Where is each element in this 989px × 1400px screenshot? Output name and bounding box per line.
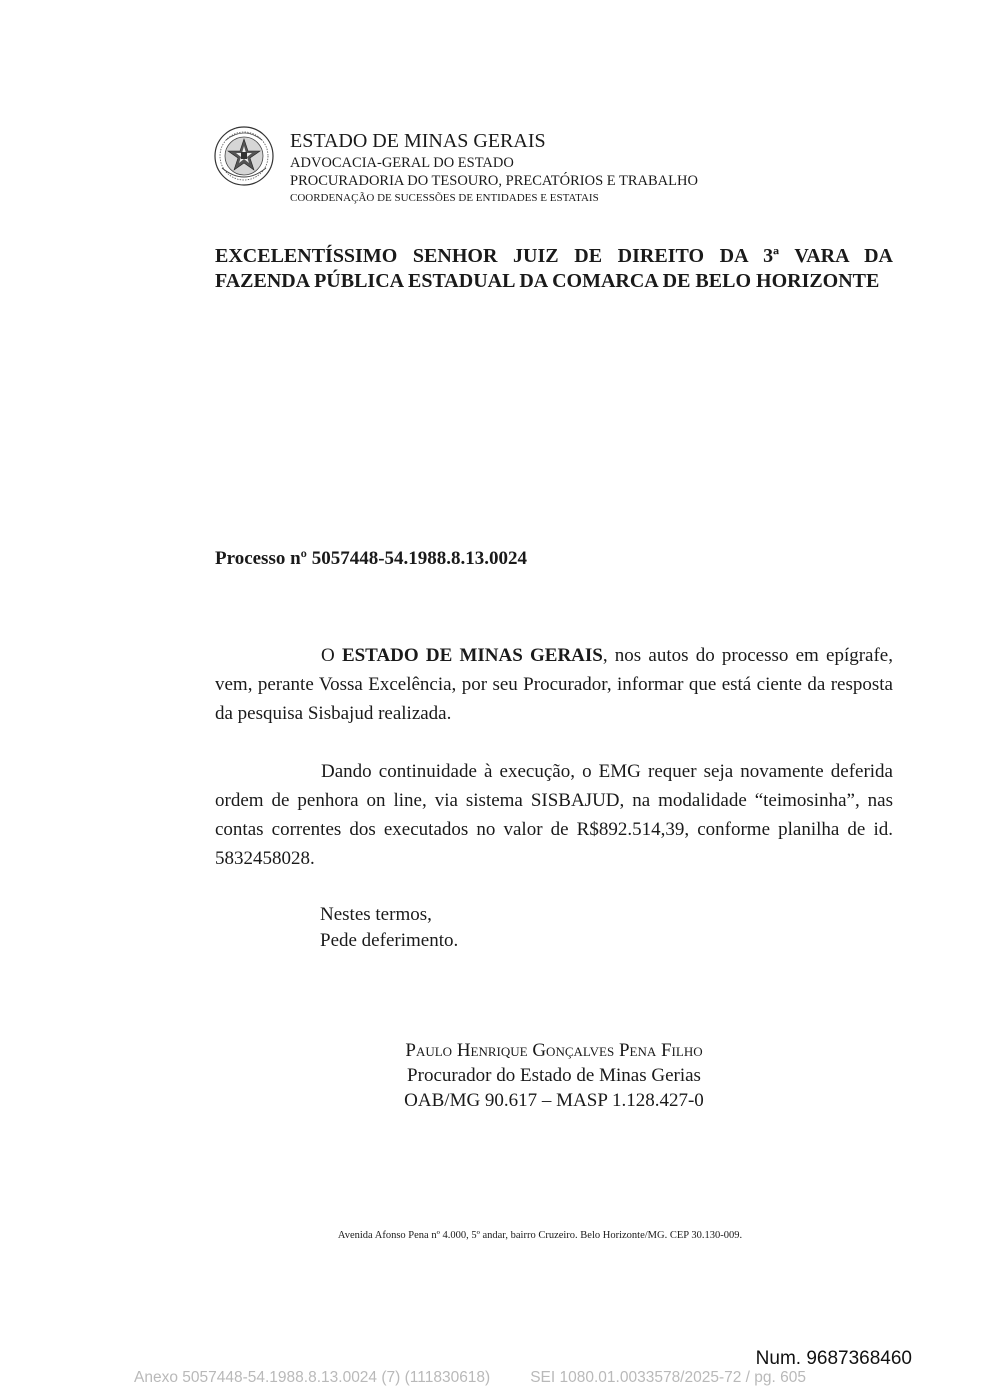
paragraph-1-text: , nos autos do processo em epígrafe, vem, perante Vossa Excelência, por seu Procurador, informar que está ciente da resposta da pesquisa Sisbajud realizada. bbox=[215, 645, 893, 724]
annex-stamp bbox=[134, 1369, 806, 1387]
letterhead-agency: ADVOCACIA-GERAL DO ESTADO bbox=[290, 155, 514, 171]
signatory-name: Paulo Henrique Gonçalves Pena Filho bbox=[405, 1040, 703, 1061]
paragraph-1-party-name: ESTADO DE MINAS GERAIS bbox=[341, 645, 603, 666]
body-paragraph-1 bbox=[215, 641, 893, 728]
signatory-title: Procurador do Estado de Minas Gerias bbox=[407, 1065, 701, 1086]
state-coat-of-arms-icon bbox=[214, 126, 274, 186]
process-number: Processo nº 5057448-54.1988.8.13.0024 bbox=[215, 548, 528, 569]
letterhead-department: PROCURADORIA DO TESOURO, PRECATÓRIOS E TRABALHO bbox=[290, 173, 698, 189]
footer-address: Avenida Afonso Pena nº 4.000, 5º andar, bairro Cruzeiro. Belo Horizonte/MG. CEP 30.130-009. bbox=[337, 1230, 743, 1241]
closing-line-2: Pede deferimento. bbox=[320, 930, 459, 951]
annex-reference: Anexo 5057448-54.1988.8.13.0024 (7) (111830618) bbox=[134, 1369, 491, 1386]
body-paragraph-2: Dando continuidade à execução, o EMG requer seja novamente deferida ordem de penhora on line, via sistema SISBAJUD, na modalidade “teimosinha”, nas contas correntes dos executados no valor de R$892.514,39, conforme planilha de id. 5832458028. bbox=[215, 761, 893, 869]
addressee-heading: EXCELENTÍSSIMO SENHOR JUIZ DE DIREITO DA 3ª VARA DA FAZENDA PÚBLICA ESTADUAL DA COMARCA DE BELO HORIZONTE bbox=[215, 245, 893, 292]
letterhead-coordination: COORDENAÇÃO DE SUCESSÕES DE ENTIDADES E ESTATAIS bbox=[290, 192, 599, 204]
sei-reference: SEI 1080.01.0033578/2025-72 / pg. 605 bbox=[530, 1369, 807, 1386]
signature-block bbox=[300, 1038, 808, 1113]
paragraph-1-prefix: O bbox=[321, 645, 342, 666]
letterhead-state: ESTADO DE MINAS GERAIS bbox=[290, 130, 546, 152]
document-number: Num. 9687368460 bbox=[755, 1348, 912, 1369]
letterhead bbox=[290, 128, 850, 207]
closing-line-1: Nestes termos, bbox=[320, 904, 432, 925]
closing bbox=[320, 902, 458, 954]
signatory-registration: OAB/MG 90.617 – MASP 1.128.427-0 bbox=[404, 1090, 704, 1111]
